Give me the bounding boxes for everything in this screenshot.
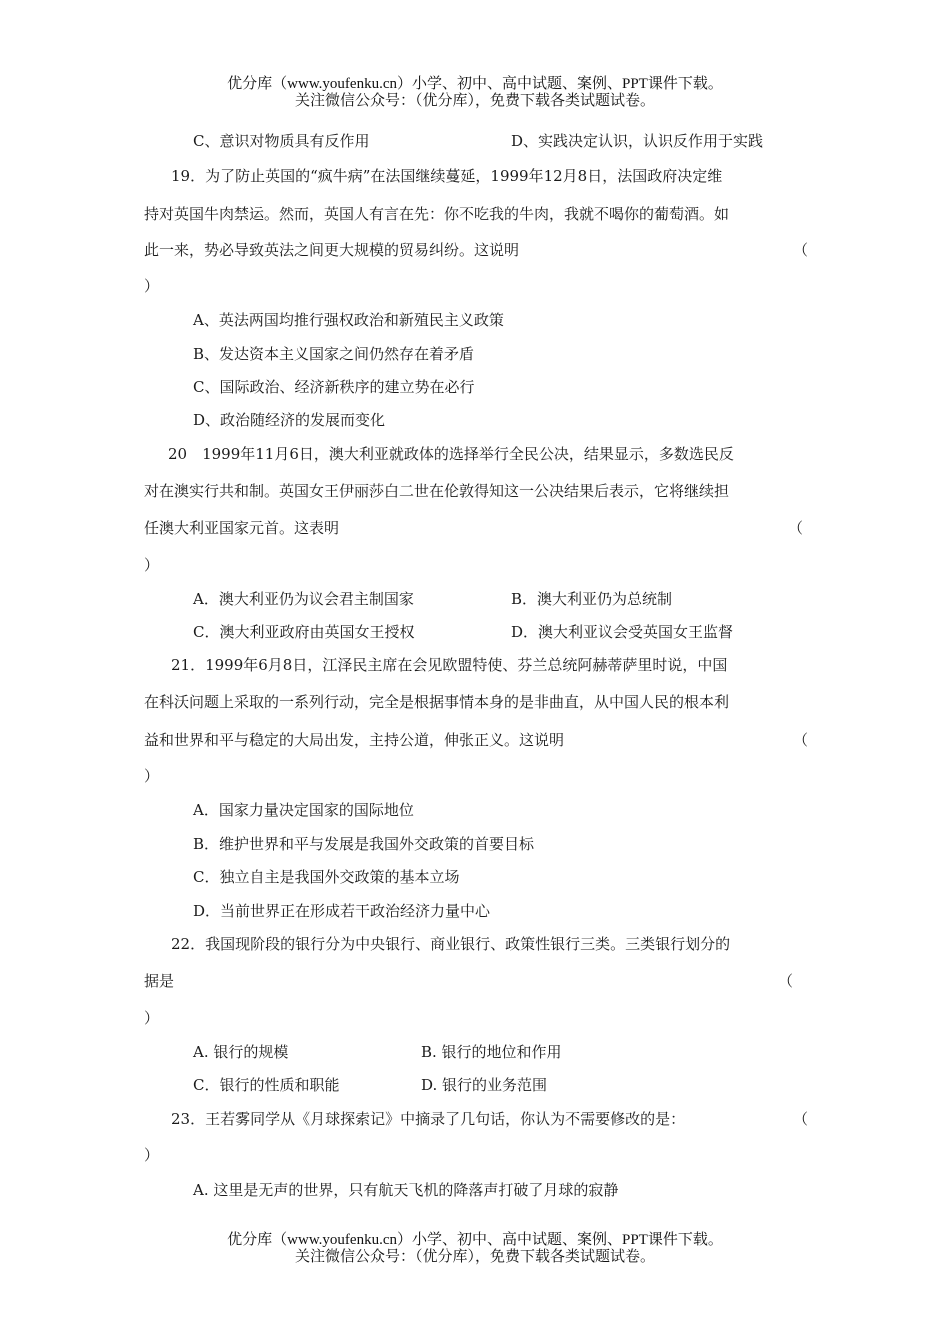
q23-answer-paren-open: （ bbox=[793, 1110, 809, 1128]
q18-option-c: C、意识对物质具有反作用 bbox=[193, 132, 370, 150]
q22-answer-paren-close: ） bbox=[144, 1009, 160, 1027]
q19-option-a: A、英法两国均推行强权政治和新殖民主义政策 bbox=[193, 311, 504, 329]
q20-answer-paren-close: ） bbox=[144, 556, 160, 574]
q19-answer-paren-open: （ bbox=[793, 241, 809, 259]
q21-option-c: C．独立自主是我国外交政策的基本立场 bbox=[193, 868, 460, 886]
q20-stem-line1: 20 1999年11月6日，澳大利亚就政体的选择举行全民公决，结果显示，多数选民反 bbox=[168, 445, 734, 463]
header-watermark-line1: 优分库（www.youfenku.cn）小学、初中、高中试题、案例、PPT课件下载。 bbox=[227, 76, 723, 92]
q20-option-b: B．澳大利亚仍为总统制 bbox=[511, 590, 673, 608]
q21-answer-paren-open: （ bbox=[793, 731, 809, 749]
q21-stem-line2: 在科沃问题上采取的一系列行动，完全是根据事情本身的是非曲直，从中国人民的根本利 bbox=[144, 693, 730, 711]
q19-option-c: C、国际政治、经济新秩序的建立势在必行 bbox=[193, 378, 475, 396]
q21-option-d: D．当前世界正在形成若干政治经济力量中心 bbox=[193, 902, 491, 920]
q22-stem-line1: 22．我国现阶段的银行分为中央银行、商业银行、政策性银行三类。三类银行划分的 bbox=[171, 935, 731, 953]
q18-option-d: D、实践决定认识，认识反作用于实践 bbox=[511, 132, 764, 150]
q23-stem-line1: 23．王若雾同学从《月球探索记》中摘录了几句话，你认为不需要修改的是： bbox=[171, 1110, 686, 1128]
q23-answer-paren-close: ） bbox=[144, 1146, 160, 1164]
q20-option-a: A．澳大利亚仍为议会君主制国家 bbox=[193, 590, 414, 608]
q19-option-d: D、政治随经济的发展而变化 bbox=[193, 411, 386, 429]
q20-option-d: D．澳大利亚议会受英国女王监督 bbox=[511, 623, 734, 641]
q21-stem-line1: 21．1999年6月8日，江泽民主席在会见欧盟特使、芬兰总统阿赫蒂萨里时说，中国 bbox=[171, 656, 728, 674]
q22-option-d: D. 银行的业务范围 bbox=[421, 1076, 548, 1094]
q19-stem-line1: 19．为了防止英国的“疯牛病”在法国继续蔓延，1999年12月8日，法国政府决定维 bbox=[171, 167, 723, 185]
q19-answer-paren-close: ） bbox=[144, 277, 160, 295]
q22-option-c: C．银行的性质和职能 bbox=[193, 1076, 340, 1094]
q21-option-a: A．国家力量决定国家的国际地位 bbox=[193, 801, 414, 819]
q19-stem-line2: 持对英国牛肉禁运。然而，英国人有言在先：你不吃我的牛肉，我就不喝你的葡萄酒。如 bbox=[144, 205, 730, 223]
q22-answer-paren-open: （ bbox=[778, 972, 794, 990]
q22-stem-line2: 据是 bbox=[144, 972, 175, 990]
q19-stem-line3: 此一来，势必导致英法之间更大规模的贸易纠纷。这说明 bbox=[144, 241, 520, 259]
footer-watermark-line2: 关注微信公众号：（优分库），免费下载各类试题试卷。 bbox=[294, 1249, 655, 1265]
q20-option-c: C．澳大利亚政府由英国女王授权 bbox=[193, 623, 415, 641]
q21-answer-paren-close: ） bbox=[144, 767, 160, 785]
q21-option-b: B．维护世界和平与发展是我国外交政策的首要目标 bbox=[193, 835, 535, 853]
q22-option-a: A. 银行的规模 bbox=[193, 1043, 289, 1061]
header-watermark-line2: 关注微信公众号：（优分库），免费下载各类试题试卷。 bbox=[294, 93, 655, 109]
footer-watermark-line1: 优分库（www.youfenku.cn）小学、初中、高中试题、案例、PPT课件下载。 bbox=[227, 1232, 723, 1248]
q20-stem-line3: 任澳大利亚国家元首。这表明 bbox=[144, 519, 340, 537]
q22-option-b: B. 银行的地位和作用 bbox=[421, 1043, 562, 1061]
q20-stem-line2: 对在澳实行共和制。英国女王伊丽莎白二世在伦敦得知这一公决结果后表示，它将继续担 bbox=[144, 482, 730, 500]
q23-option-a: A. 这里是无声的世界，只有航天飞机的降落声打破了月球的寂静 bbox=[193, 1181, 619, 1199]
q19-option-b: B、发达资本主义国家之间仍然存在着矛盾 bbox=[193, 345, 475, 363]
q20-answer-paren-open: （ bbox=[788, 519, 804, 537]
q21-stem-line3: 益和世界和平与稳定的大局出发，主持公道，伸张正义。这说明 bbox=[144, 731, 565, 749]
